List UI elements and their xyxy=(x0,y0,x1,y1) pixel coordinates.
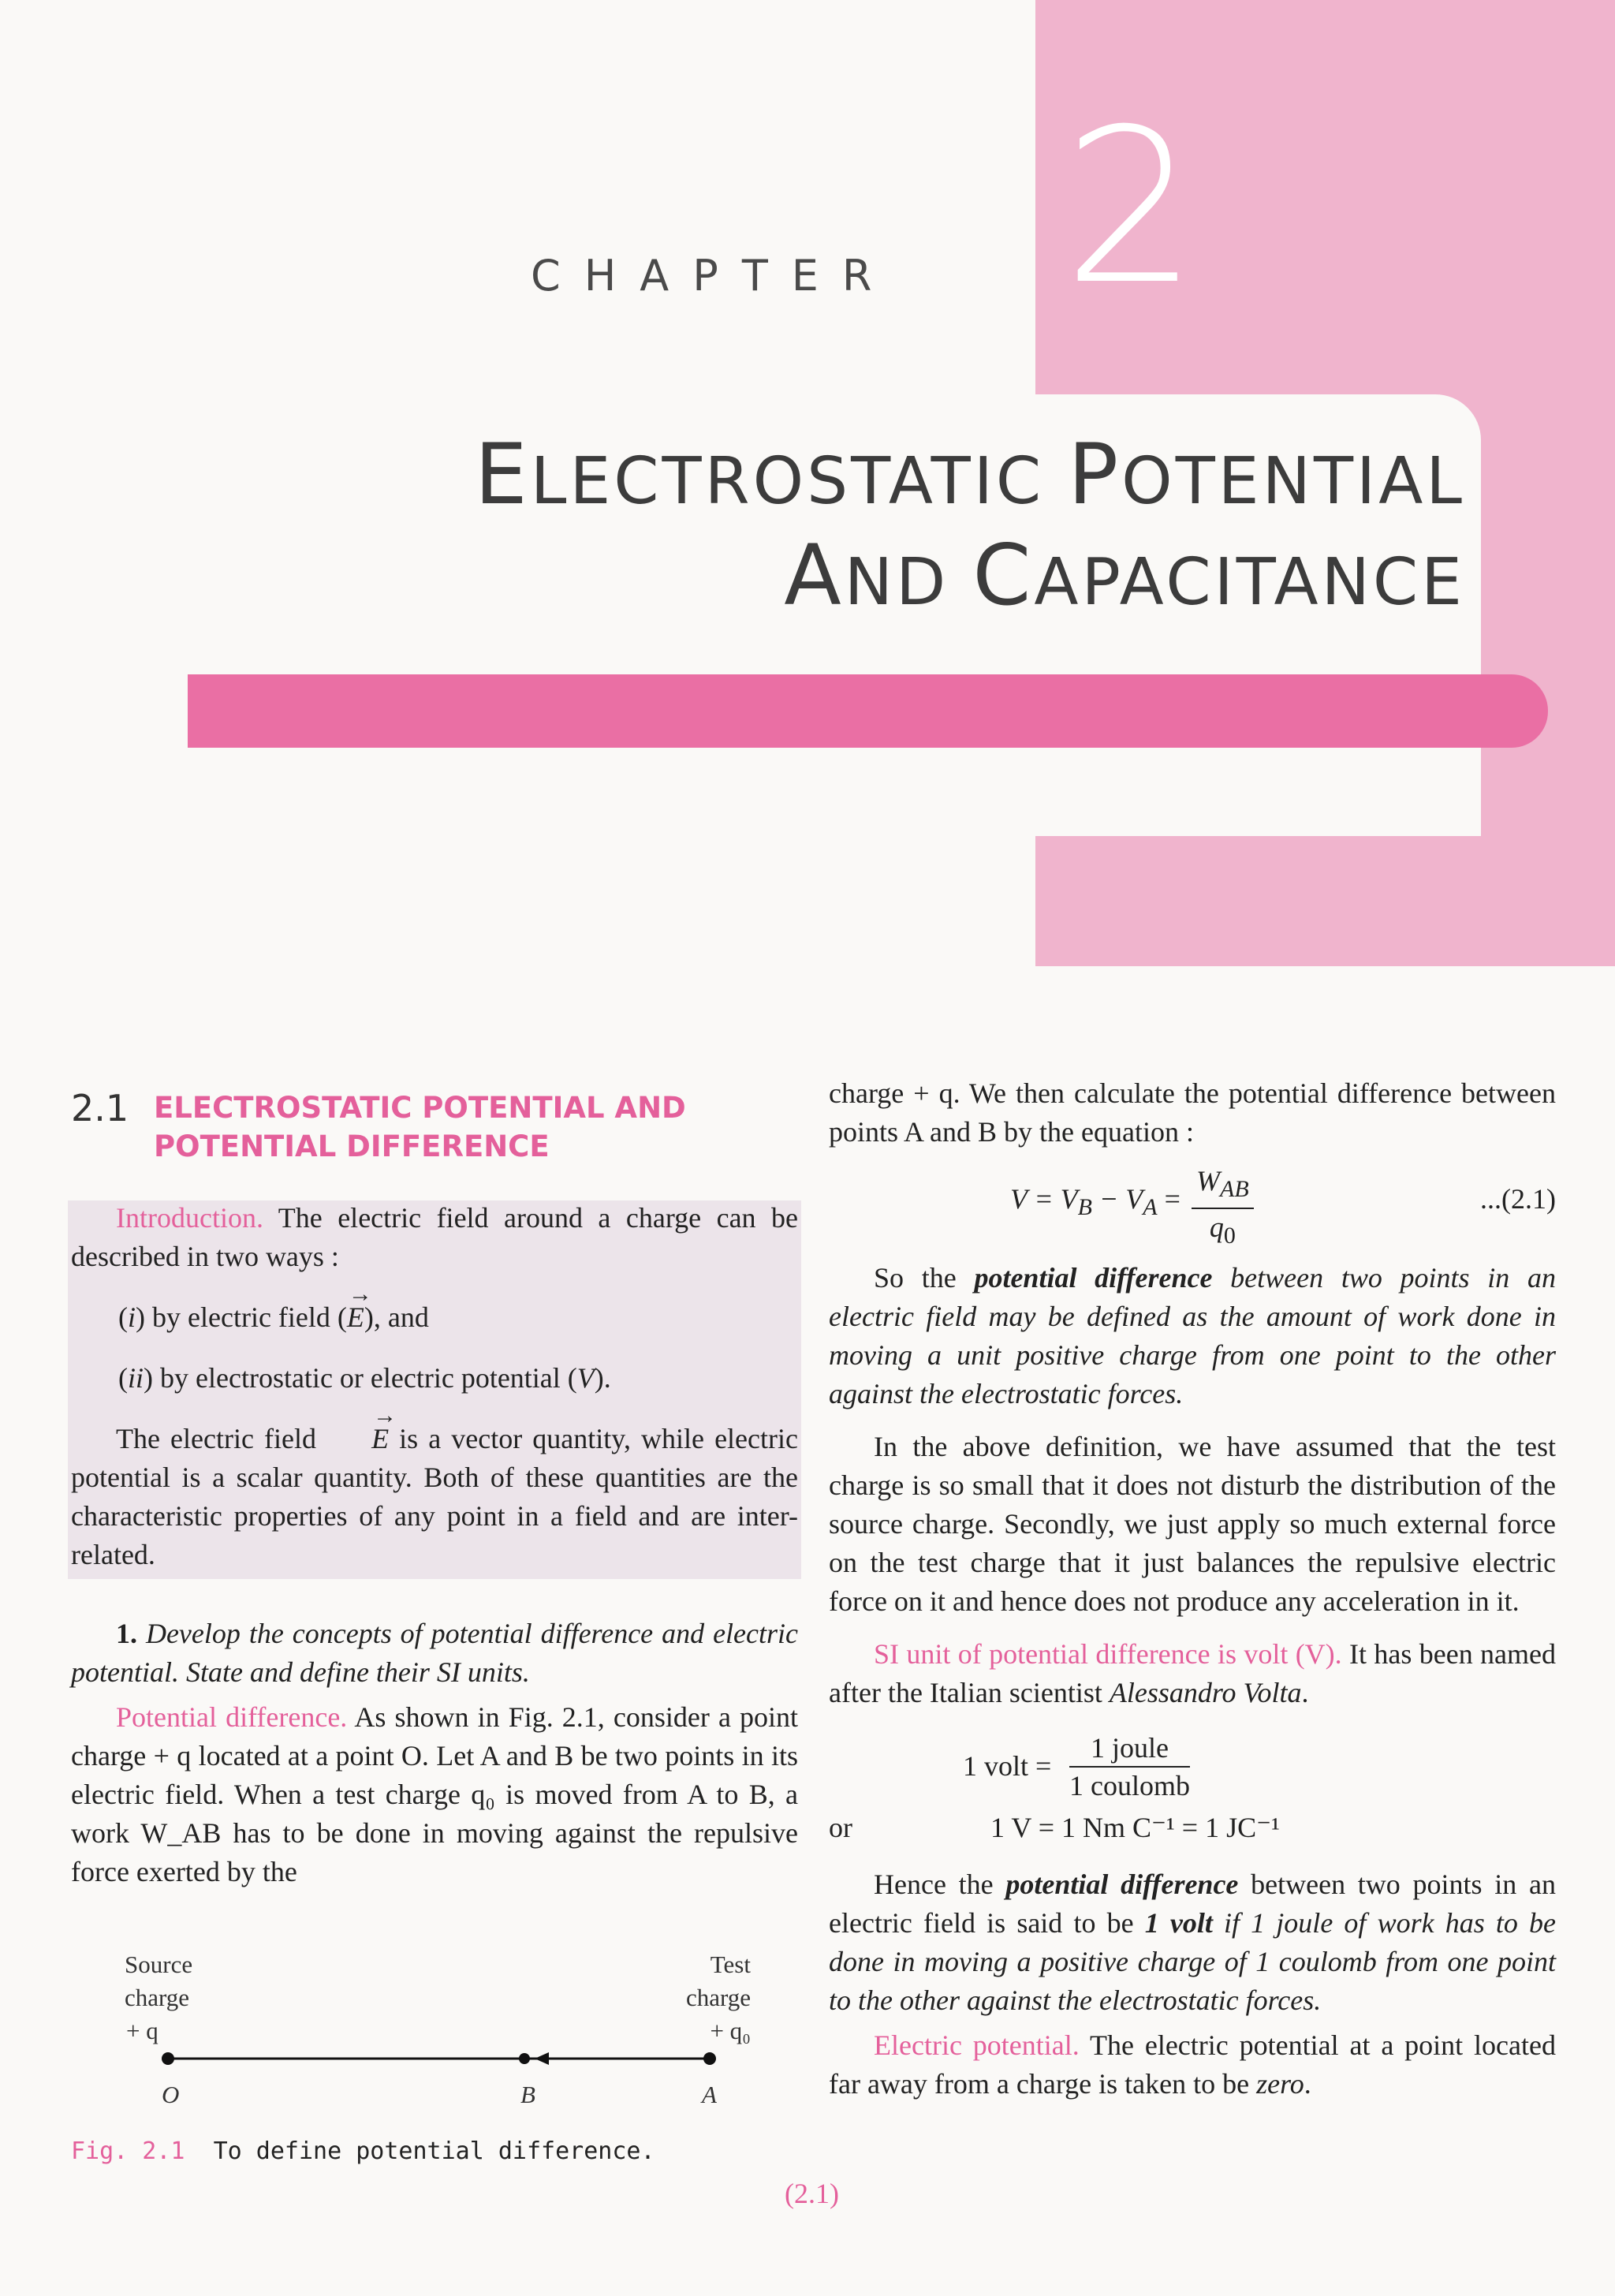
charge-line xyxy=(71,2043,804,2074)
electric-potential-paragraph: Electric potential. The electric potential at a point located far away from a charge is taken to be zero. xyxy=(829,2029,1556,2100)
figure-caption: Fig. 2.1 To define potential difference. xyxy=(71,2137,655,2165)
potential-difference-paragraph: Potential difference. As shown in Fig. 2.1, consider a point charge + q located at a point O. Let A and B be two points in its electric field. When a test charge q₀ is moved from A to B, a work W_AB has to be done in moving against the repulsive force exerted by the xyxy=(71,1701,799,1887)
intro-label: Introduction. xyxy=(116,1202,263,1234)
one-volt-paragraph: Hence the potential difference between two points in an electric field is said to be 1 volt if 1 joule of work has to be done in moving a positive charge of 1 coulomb from one point to the other against the electrostatic forces. xyxy=(829,1869,1557,2016)
introduction xyxy=(71,1199,798,1574)
si-unit-paragraph: SI unit of potential difference is volt (V). It has been named after the Italian scientist Alessandro Volta. xyxy=(829,1638,1557,1708)
point-o-label: O xyxy=(162,2081,180,2108)
assumption-paragraph: In the above definition, we have assumed that the test charge is so small that it does not disturb the distribution of the source charge. Secondly, we just apply so much external force on the test charge that it just balances the repulsive electric force on it and hence does not produce any acceleration in it. xyxy=(829,1431,1556,1617)
page-number: (2.1) xyxy=(785,2178,839,2209)
chapter-title-line-1: ELECTROSTATIC POTENTIAL xyxy=(474,426,1465,523)
source-charge-label: Source charge + q xyxy=(125,1951,193,2044)
volt-units-equation: or 1 V = 1 Nm C⁻¹ = 1 JC⁻¹ xyxy=(829,1812,1280,1843)
test-charge-dot xyxy=(703,2052,716,2065)
point-a-label: A xyxy=(702,2081,717,2108)
chapter-label: CHAPTER xyxy=(531,251,896,301)
chapter-title-line-2: AND CAPACITANCE xyxy=(784,527,1465,624)
question-block xyxy=(71,1615,798,1891)
point-b-label: B xyxy=(520,2081,535,2108)
intro-item-2: (ii) by electrostatic or electric potential (V). xyxy=(118,1362,611,1394)
right-column xyxy=(829,1074,1556,2104)
definition-paragraph: So the potential difference between two points in an electric field may be defined as the amount of work done in moving a unit positive charge from one point to the other against the electrostatic forces. xyxy=(829,1262,1556,1409)
test-charge-label: Test charge + q₀ xyxy=(685,1951,751,2044)
decorative-band xyxy=(188,674,1548,748)
section-number: 2.1 xyxy=(71,1087,129,1129)
continued-paragraph: charge + q. We then calculate the potential difference between points A and B by the equation : xyxy=(829,1077,1556,1148)
arrow-icon xyxy=(535,2052,549,2065)
figure-2-1 xyxy=(71,1936,804,2118)
point-b-dot xyxy=(519,2053,530,2064)
section-title: ELECTROSTATIC POTENTIAL AND POTENTIAL DIFFERENCE xyxy=(154,1091,686,1163)
intro-paragraph: The electric field → E is a vector quantity, while electric potential is a scalar quantity. Both of these quantities are the characteristic properties of any point in a field and are inter-related. xyxy=(71,1420,798,1574)
volt-equation: 1 volt = 1 joule 1 coulomb xyxy=(829,1730,1556,1809)
intro-text: The electric field around a charge can be described in two ways : xyxy=(71,1202,798,1272)
source-charge-dot xyxy=(162,2052,174,2065)
question: 1. Develop the concepts of potential difference and electric potential. State and define their SI units. xyxy=(71,1618,798,1688)
intro-item-1: (i) by electric field (→ E), and xyxy=(71,1298,798,1337)
chapter-number: 2 xyxy=(1063,83,1199,331)
equation-2-1: $V = V_B - V_A$ = $W_{AB}$ $q_0$ ...(2.1) xyxy=(829,1163,1556,1241)
